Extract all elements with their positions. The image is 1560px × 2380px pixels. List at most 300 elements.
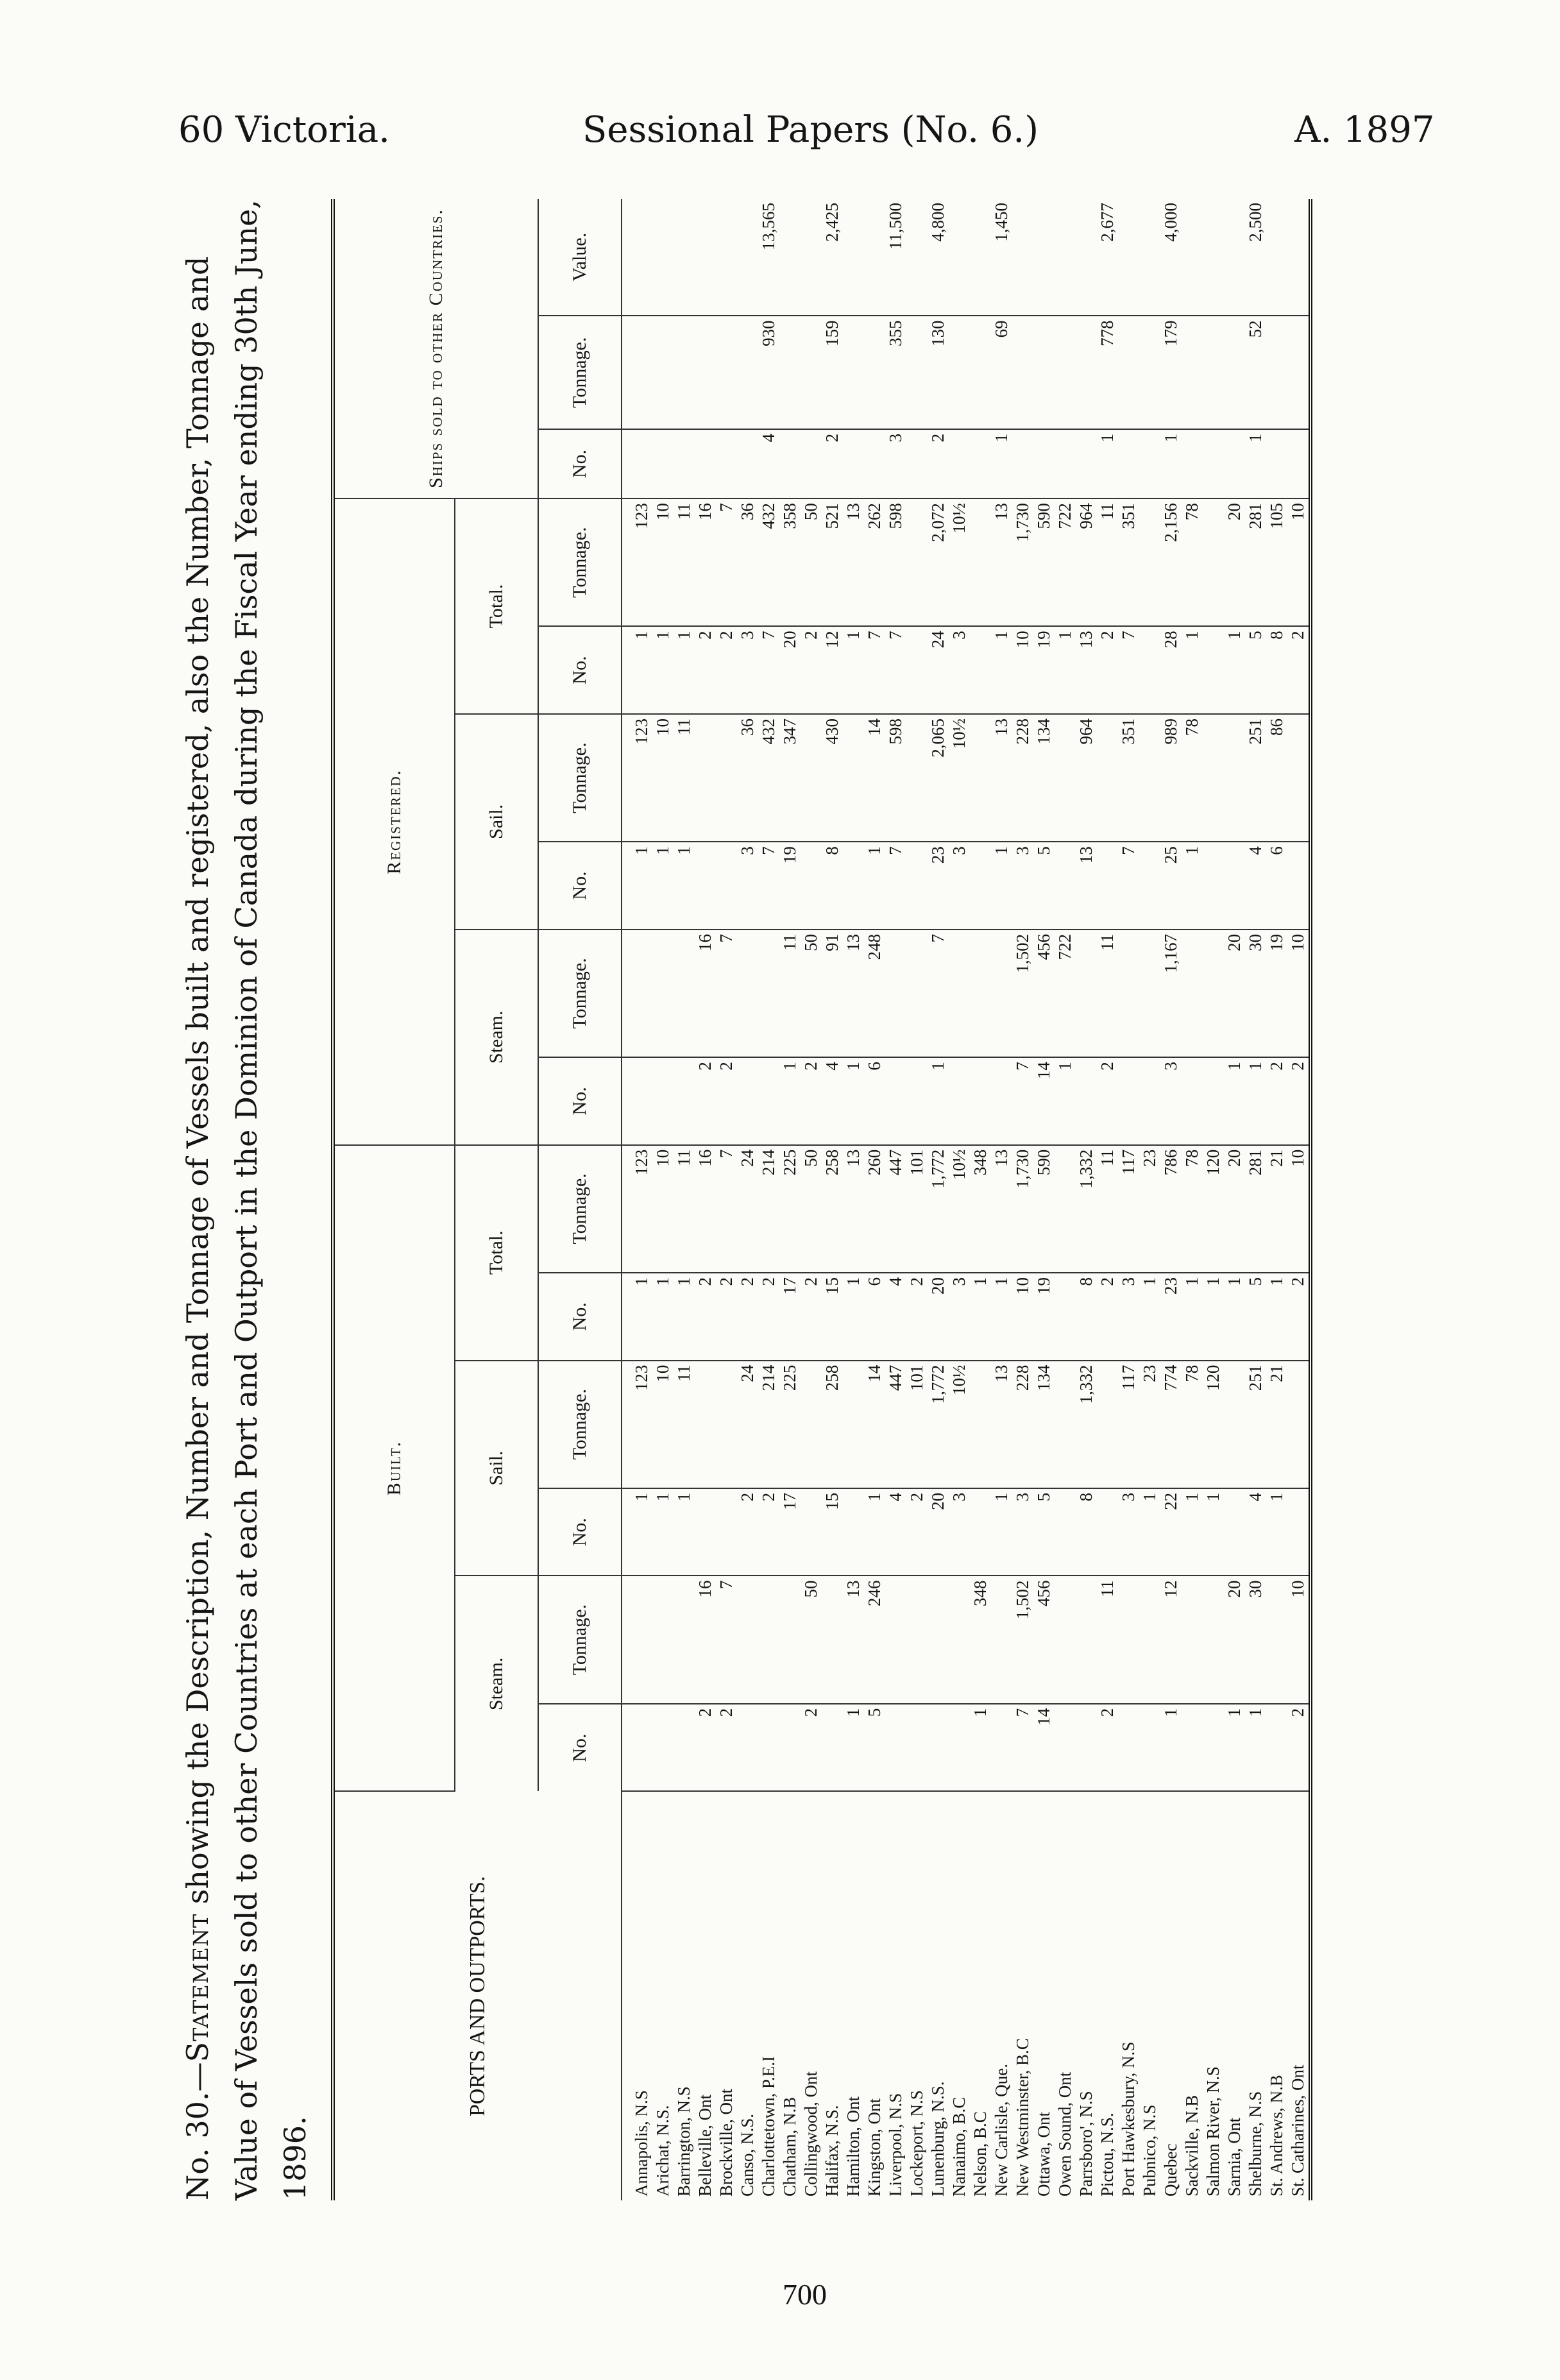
table-cell [622, 930, 652, 1057]
table-cell: 2 [1097, 1704, 1118, 1792]
table-cell: 2 [906, 1273, 928, 1361]
port-name: Nelson, B.C [971, 2111, 990, 2197]
table-cell [737, 429, 758, 498]
table-cell: 1 [1160, 429, 1182, 498]
table-cell [1182, 1704, 1203, 1792]
vessels-table [331, 199, 1312, 2200]
table-cell [1266, 316, 1287, 429]
table-cell [1097, 1488, 1118, 1576]
table-cell: 69 [991, 316, 1012, 429]
table-cell [1076, 429, 1097, 498]
table-cell: 12 [822, 626, 843, 714]
table-cell: 105 [1266, 498, 1287, 626]
table-cell [822, 1704, 843, 1792]
table-cell: 248 [864, 930, 885, 1057]
table-cell: 2 [1287, 1057, 1310, 1145]
table-row [1033, 199, 1055, 2200]
table-cell [1055, 429, 1076, 498]
table-cell: 456 [1033, 930, 1055, 1057]
table-cell: 964 [1076, 498, 1097, 626]
table-cell: 1 [1160, 1704, 1182, 1792]
header-no: No. [538, 1273, 622, 1361]
port-name: Pictou, N.S. [1098, 2112, 1117, 2197]
table-cell: 3 [949, 1488, 970, 1576]
table-cell [1287, 842, 1310, 930]
table-cell [801, 429, 822, 498]
table-cell: 1 [652, 1273, 674, 1361]
table-cell [737, 316, 758, 429]
table-cell: 5 [1245, 1273, 1266, 1361]
table-cell: 4 [822, 1057, 843, 1145]
table-cell: 246 [864, 1576, 885, 1703]
table-body [622, 199, 1310, 2200]
table-cell: 120 [1203, 1145, 1224, 1273]
table-cell [622, 1057, 652, 1145]
table-cell: 78 [1182, 714, 1203, 842]
table-cell: 447 [885, 1361, 906, 1488]
table-cell [843, 199, 864, 316]
table-cell [1224, 199, 1245, 316]
table-cell: 5 [1033, 842, 1055, 930]
table-cell [843, 714, 864, 842]
table-cell [758, 1704, 779, 1792]
table-cell: 20 [1224, 498, 1245, 626]
table-cell: 2,072 [928, 498, 949, 626]
table-cell: 1 [1203, 1488, 1224, 1576]
port-name: Ottawa, Ont [1034, 2112, 1053, 2197]
table-cell: 101 [906, 1145, 928, 1273]
table-cell: 1,502 [1012, 930, 1033, 1057]
table-cell [1266, 429, 1287, 498]
port-name: Lunenburg, N.S. [928, 2081, 947, 2197]
table-cell: 351 [1118, 498, 1139, 626]
table-cell [906, 714, 928, 842]
table-cell [949, 930, 970, 1057]
table-row [695, 199, 716, 2200]
table-cell: 21 [1266, 1361, 1287, 1488]
table-cell: 225 [779, 1361, 801, 1488]
table-cell: 7 [1012, 1704, 1033, 1792]
table-cell: 2 [1097, 626, 1118, 714]
table-cell [949, 1576, 970, 1703]
table-cell: 11 [1097, 498, 1118, 626]
table-cell [652, 1576, 674, 1703]
running-header-title: Sessional Papers (No. 6.) [582, 109, 1039, 151]
table-cell: 7 [758, 842, 779, 930]
table-cell: 7 [864, 626, 885, 714]
table-row [991, 199, 1012, 2200]
table-cell [906, 1704, 928, 1792]
table-cell: 1 [622, 626, 652, 714]
table-cell: 179 [1160, 316, 1182, 429]
port-name: Port Hawkesbury, N.S [1119, 2041, 1138, 2197]
table-cell: 28 [1160, 626, 1182, 714]
table-cell: 1,332 [1076, 1145, 1097, 1273]
table-cell: 4 [885, 1488, 906, 1576]
table-cell [1055, 1145, 1076, 1273]
table-cell: 120 [1203, 1361, 1224, 1488]
table-cell: 281 [1245, 1145, 1266, 1273]
table-cell [928, 1576, 949, 1703]
table-cell: 20 [1224, 1145, 1245, 1273]
table-cell [906, 316, 928, 429]
table-cell [906, 626, 928, 714]
table-cell: 1 [843, 1704, 864, 1792]
table-cell: 10 [652, 498, 674, 626]
table-cell: 50 [801, 498, 822, 626]
table-cell [737, 1576, 758, 1703]
table-cell [674, 930, 695, 1057]
table-cell [906, 842, 928, 930]
table-cell [906, 429, 928, 498]
table-cell: 1 [652, 626, 674, 714]
table-cell [716, 842, 737, 930]
table-cell [695, 316, 716, 429]
table-cell [801, 1488, 822, 1576]
table-cell [737, 199, 758, 316]
table-cell: 3 [737, 626, 758, 714]
header-tonnage: Tonnage. [538, 498, 622, 626]
table-cell [1203, 1057, 1224, 1145]
table-cell [1033, 199, 1055, 316]
table-cell: 590 [1033, 498, 1055, 626]
table-cell: 2 [1097, 1273, 1118, 1361]
table-cell [949, 1704, 970, 1792]
header-value: Value. [538, 199, 622, 316]
table-cell: 10½ [949, 1361, 970, 1488]
table-cell [1118, 930, 1139, 1057]
table-cell: 13 [1076, 626, 1097, 714]
table-cell [1266, 1576, 1287, 1703]
table-cell: 1,772 [928, 1361, 949, 1488]
table-row [843, 199, 864, 2200]
table-cell [716, 429, 737, 498]
port-name: Belleville, Ont [695, 2095, 715, 2197]
table-cell [622, 429, 652, 498]
header-no: No. [538, 1488, 622, 1576]
table-cell [1118, 429, 1139, 498]
table-cell [674, 1057, 695, 1145]
table-cell: 5 [1033, 1488, 1055, 1576]
table-cell: 2 [695, 626, 716, 714]
table-cell: 10 [1287, 1145, 1310, 1273]
table-cell [885, 930, 906, 1057]
table-cell: 10½ [949, 714, 970, 842]
header-tonnage: Tonnage. [538, 714, 622, 842]
table-cell: 351 [1118, 714, 1139, 842]
table-cell [695, 1361, 716, 1488]
table-cell [1224, 429, 1245, 498]
table-cell [801, 316, 822, 429]
table-cell: 2 [822, 429, 843, 498]
table-cell: 2 [695, 1057, 716, 1145]
table-cell [906, 1057, 928, 1145]
table-cell: 1 [843, 1057, 864, 1145]
table-cell [1055, 714, 1076, 842]
table-cell: 6 [864, 1057, 885, 1145]
table-cell [991, 930, 1012, 1057]
table-cell: 262 [864, 498, 885, 626]
table-cell [843, 429, 864, 498]
table-cell: 3 [737, 842, 758, 930]
table-cell: 17 [779, 1273, 801, 1361]
table-cell: 101 [906, 1361, 928, 1488]
table-cell: 1 [843, 1273, 864, 1361]
table-cell: 2 [801, 626, 822, 714]
table-row [949, 199, 970, 2200]
table-cell [1266, 1704, 1287, 1792]
table-cell [1224, 1488, 1245, 1576]
table-cell: 91 [822, 930, 843, 1057]
table-cell: 30 [1245, 1576, 1266, 1703]
table-cell: 7 [1012, 1057, 1033, 1145]
table-cell [716, 1361, 737, 1488]
header-built-sail: Sail. [455, 1361, 538, 1576]
table-cell: 430 [822, 714, 843, 842]
table-cell: 4,800 [928, 199, 949, 316]
port-name: Halifax, N.S. [822, 2105, 842, 2197]
table-cell [779, 316, 801, 429]
table-cell: 2 [737, 1273, 758, 1361]
table-cell: 10 [1287, 930, 1310, 1057]
table-row [622, 199, 652, 2200]
table-cell: 2 [801, 1057, 822, 1145]
table-cell: 1 [1055, 1057, 1076, 1145]
table-cell [1182, 316, 1203, 429]
table-cell: 24 [737, 1145, 758, 1273]
table-cell: 2 [737, 1488, 758, 1576]
table-cell [652, 429, 674, 498]
table-cell [1287, 199, 1310, 316]
table-cell: 1 [970, 1704, 991, 1792]
table-cell: 23 [1160, 1273, 1182, 1361]
table-cell [652, 930, 674, 1057]
port-name: Arichat, N.S. [653, 2105, 672, 2197]
table-cell [695, 1488, 716, 1576]
table-cell [949, 199, 970, 316]
table-cell [1076, 199, 1097, 316]
table-cell: 2 [695, 1273, 716, 1361]
table-cell [970, 199, 991, 316]
table-cell: 1 [843, 626, 864, 714]
table-cell: 11 [1097, 1576, 1118, 1703]
table-cell: 214 [758, 1361, 779, 1488]
table-cell [970, 842, 991, 930]
table-cell [1139, 316, 1160, 429]
table-cell: 123 [622, 1361, 652, 1488]
table-cell: 13 [991, 1145, 1012, 1273]
header-built: Built. [333, 1145, 455, 1792]
port-name: Pubnico, N.S [1140, 2104, 1159, 2197]
table-cell [864, 429, 885, 498]
table-cell: 13 [991, 1361, 1012, 1488]
table-row [779, 199, 801, 2200]
table-cell: 786 [1160, 1145, 1182, 1273]
table-cell: 2 [716, 1057, 737, 1145]
table-cell [1287, 714, 1310, 842]
table-cell [928, 1704, 949, 1792]
table-cell [991, 1704, 1012, 1792]
table-cell [1033, 429, 1055, 498]
table-cell [1139, 498, 1160, 626]
table-cell: 52 [1245, 316, 1266, 429]
table-cell: 4 [885, 1273, 906, 1361]
table-cell [695, 842, 716, 930]
table-cell: 1,772 [928, 1145, 949, 1273]
table-cell: 1 [1182, 626, 1203, 714]
table-cell: 159 [822, 316, 843, 429]
table-cell: 1 [1182, 1488, 1203, 1576]
table-cell [1224, 316, 1245, 429]
table-cell: 598 [885, 498, 906, 626]
table-cell: 5 [864, 1704, 885, 1792]
table-row [1245, 199, 1266, 2200]
table-cell [970, 429, 991, 498]
table-cell: 78 [1182, 498, 1203, 626]
table-cell [1076, 1576, 1097, 1703]
table-cell [674, 1704, 695, 1792]
table-cell: 2 [716, 1273, 737, 1361]
table-cell: 4 [1245, 1488, 1266, 1576]
table-cell [843, 316, 864, 429]
table-cell: 1,332 [1076, 1361, 1097, 1488]
table-cell: 1 [674, 842, 695, 930]
port-name: New Carlisle, Que. [992, 2064, 1011, 2197]
table-row [1182, 199, 1203, 2200]
port-name: Collingwood, Ont [801, 2071, 820, 2197]
table-cell: 134 [1033, 714, 1055, 842]
header-no: No. [538, 842, 622, 930]
table-cell [970, 498, 991, 626]
port-name: New Westminster, B.C [1013, 2038, 1032, 2197]
table-cell: 3 [885, 429, 906, 498]
table-cell: 13 [991, 714, 1012, 842]
port-name: Charlottetown, P.E.I [759, 2056, 778, 2197]
table-cell [652, 1057, 674, 1145]
port-name: Owen Sound, Ont [1055, 2071, 1074, 2197]
table-cell [801, 199, 822, 316]
table-cell: 134 [1033, 1361, 1055, 1488]
table-cell: 24 [928, 626, 949, 714]
table-cell: 11 [1097, 1145, 1118, 1273]
table-cell [1139, 930, 1160, 1057]
table-cell [885, 1057, 906, 1145]
table-row [1287, 199, 1310, 2200]
table-cell [1055, 316, 1076, 429]
table-cell: 5 [1245, 626, 1266, 714]
port-name: Salmon River, N.S [1203, 2066, 1223, 2197]
statement-number: No. 30.— [180, 2062, 215, 2200]
table-cell: 10 [1012, 626, 1033, 714]
table-cell: 4 [1245, 842, 1266, 930]
table-cell [622, 199, 652, 316]
table-cell [1118, 1057, 1139, 1145]
table-cell [1182, 1057, 1203, 1145]
port-name: St. Andrews, N.B [1267, 2075, 1286, 2197]
statement-title [173, 173, 319, 2200]
table-cell: 23 [928, 842, 949, 930]
table-cell: 1 [1224, 1057, 1245, 1145]
header-no: No. [538, 626, 622, 714]
table-cell: 11 [674, 1361, 695, 1488]
header-no: No. [538, 1704, 622, 1792]
table-cell [1203, 1576, 1224, 1703]
table-cell [779, 199, 801, 316]
table-cell: 8 [1076, 1273, 1097, 1361]
table-cell: 10 [652, 1145, 674, 1273]
table-cell: 3 [1118, 1273, 1139, 1361]
table-cell [1076, 316, 1097, 429]
table-cell [674, 429, 695, 498]
table-cell: 11,500 [885, 199, 906, 316]
table-cell: 14 [1033, 1704, 1055, 1792]
table-cell [801, 714, 822, 842]
table-cell: 50 [801, 930, 822, 1057]
table-row [1203, 199, 1224, 2200]
table-cell [716, 714, 737, 842]
table-cell [1287, 1488, 1310, 1576]
table-cell [801, 842, 822, 930]
table-cell: 2 [1266, 1057, 1287, 1145]
table-cell: 2 [1287, 626, 1310, 714]
table-cell: 17 [779, 1488, 801, 1576]
table-cell [1203, 842, 1224, 930]
table-cell [970, 1488, 991, 1576]
table-cell: 598 [885, 714, 906, 842]
table-cell [1012, 316, 1033, 429]
table-cell [822, 1576, 843, 1703]
table-cell: 1 [674, 1488, 695, 1576]
table-cell: 8 [822, 842, 843, 930]
table-cell: 348 [970, 1145, 991, 1273]
port-name: Canso, N.S. [738, 2113, 757, 2197]
table-cell [843, 1488, 864, 1576]
table-cell: 1 [991, 429, 1012, 498]
port-name: Chatham, N.B [780, 2096, 799, 2197]
table-cell [1139, 429, 1160, 498]
table-cell: 1 [622, 842, 652, 930]
table-cell: 3 [1012, 842, 1033, 930]
table-cell: 1 [1182, 842, 1203, 930]
table-cell: 1,502 [1012, 1576, 1033, 1703]
table-row [674, 199, 695, 2200]
table-cell: 590 [1033, 1145, 1055, 1273]
table-cell [779, 1576, 801, 1703]
table-row [1097, 199, 1118, 2200]
table-cell [695, 429, 716, 498]
table-cell: 2 [928, 429, 949, 498]
table-cell: 281 [1245, 498, 1266, 626]
table-cell: 2 [1097, 1057, 1118, 1145]
table-cell [695, 199, 716, 316]
table-cell [970, 930, 991, 1057]
table-cell [1012, 429, 1033, 498]
table-cell: 1 [991, 1488, 1012, 1576]
table-cell: 456 [1033, 1576, 1055, 1703]
table-cell: 1 [1245, 1057, 1266, 1145]
table-cell [1139, 1576, 1160, 1703]
table-cell: 20 [928, 1488, 949, 1576]
table-cell [864, 316, 885, 429]
table-cell: 22 [1160, 1488, 1182, 1576]
table-cell: 6 [864, 1273, 885, 1361]
table-cell [991, 1576, 1012, 1703]
table-cell: 432 [758, 498, 779, 626]
header-ports: PORTS AND OUTPORTS. [333, 1791, 622, 2200]
port-name: Sarnia, Ont [1225, 2118, 1244, 2197]
table-cell [1076, 1704, 1097, 1792]
table-cell [1055, 842, 1076, 930]
